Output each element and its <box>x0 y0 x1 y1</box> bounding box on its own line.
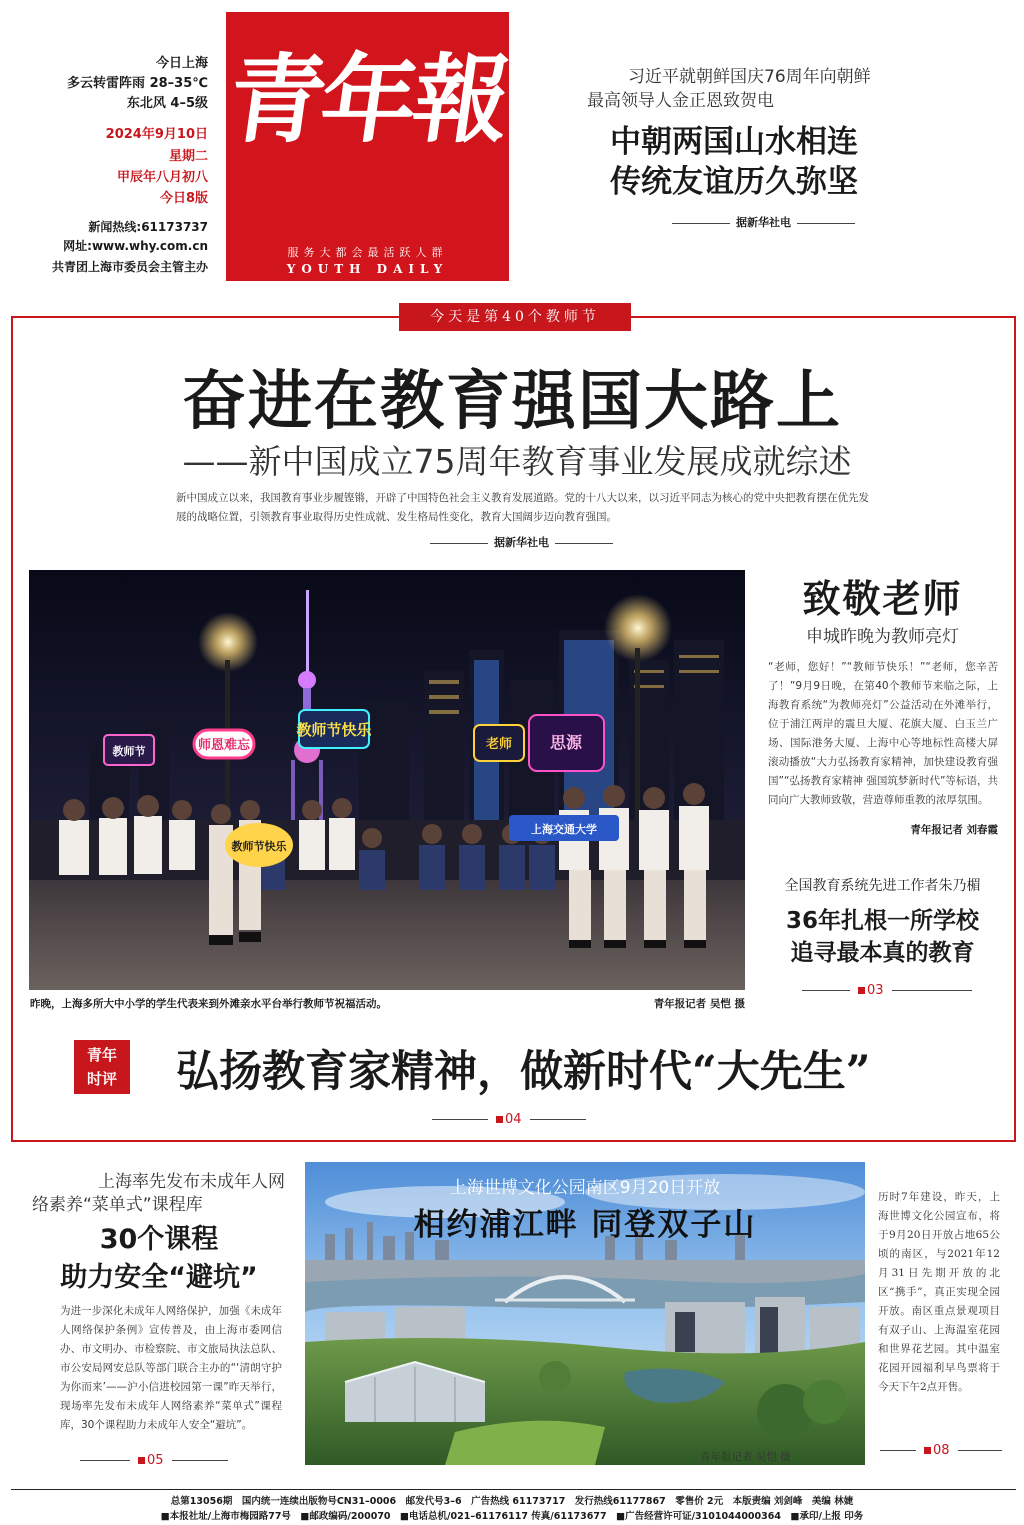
tribute-subheadline: 申城昨晚为教师亮灯 <box>806 627 959 647</box>
commentary-badge-line-1: 青年 <box>86 1046 117 1064</box>
sponsor-line: 共青团上海市委员会主管主办 <box>51 260 208 274</box>
tribute-credit: 青年报记者 刘春霞 <box>910 824 998 836</box>
zhu-headline-1[interactable]: 36年扎根一所学校 <box>785 908 979 934</box>
zhu-kicker: 全国教育系统先进工作者朱乃楣 <box>784 878 981 894</box>
footer-line-2: ■本报社址/上海市梅园路77号 ■邮政编码/200070 ■电话总机/021–61176117 传真/61173677 ■广告经营许可证/3101044000364 ■承印/上报 印务 <box>160 1511 864 1522</box>
news-hotline: 新闻热线:61173737 <box>88 220 208 234</box>
teachers-day-photo <box>29 570 745 990</box>
park-headline[interactable]: 相约浦江畔 同登双子山 <box>413 1207 757 1243</box>
issue-date: 2024年9月10日 <box>105 127 208 142</box>
park-kicker: 上海世博文化公园南区9月20日开放 <box>449 1178 721 1198</box>
courses-kicker-1: 上海率先发布未成年人网 <box>98 1172 285 1192</box>
page-count: 今日8版 <box>159 191 208 206</box>
footer-divider <box>11 1489 1016 1490</box>
logo-slogan: 服务大都会最活跃人群 <box>287 246 448 259</box>
commentary-badge <box>74 1040 130 1094</box>
lead-intro: 新中国成立以来，我国教育事业步履铿锵，开辟了中国特色社会主义教育发展道路。党的十八大以来，以习近平同志为核心的党中央把教育摆在优先发展的战略位置，引领教育事业取得历史性成就、发生格局性变化，教育大国阔步迈向教育强国。 <box>176 492 869 523</box>
photo-credit: 青年报记者 吴恺 摄 <box>653 998 745 1010</box>
lead-source: 据新华社电 <box>424 534 619 550</box>
page-marker-icon <box>138 1457 145 1464</box>
weather-desc: 多云转雷阵雨 28–35℃ <box>67 76 208 91</box>
sign-text: 思源 <box>549 733 583 752</box>
sign-text: 教师节快乐 <box>296 721 372 739</box>
park-photo-credit: 青年报记者 吴恺 摄 <box>700 1451 791 1463</box>
issue-weekday: 星期二 <box>168 149 208 164</box>
top-news-source: 据新华社电 <box>666 214 861 230</box>
website: 网址:www.why.com.cn <box>63 239 208 253</box>
weather-city: 今日上海 <box>155 56 208 71</box>
lunar-date: 甲辰年八月初八 <box>116 170 208 185</box>
photo-caption <box>30 996 745 1011</box>
commentary-page-ref[interactable]: 04 <box>432 1112 586 1127</box>
bund-night-scene <box>29 570 745 990</box>
park-page-ref[interactable]: 08 <box>880 1443 1002 1458</box>
lead-subheadline: ——新中国成立75周年教育事业发展成就综述 <box>182 442 852 481</box>
logo-characters: 青年報 <box>221 43 514 156</box>
sign-text: 上海交通大学 <box>531 823 597 836</box>
newspaper-logo <box>221 12 514 281</box>
photo-caption-text: 昨晚，上海多所大中小学的学生代表来到外滩亲水平台举行教师节祝福活动。 <box>30 998 387 1010</box>
tribute-body: “老师，您好！”“教师节快乐！”“老师，您辛苦了！”9月9日晚，在第40个教师节来临之际，上海教育系统“为教师亮灯”公益活动在外滩举行，位于浦江两岸的震旦大厦、花旗大厦、白玉兰广场、国际港务大厦、上海中心等地标性高楼大屏滚动播放“大力弘扬教育家精神，加快建设教育强国”“弘扬教育家精神 强国筑梦新时代”等标语，共同向广大教师致敬，营造尊师重教的浓厚氛围。 <box>768 661 998 806</box>
park-body: 历时7年建设，昨天，上海世博文化公园宣布，将于9月20日开放占地65公顷的南区，与2021年12月31日先期开放的北区“携手”，真正实现全园开放。南区重点景观项目有双子山、上海温室花园和世界花艺园。其中温室花园开园福利早鸟票将于今天下午2点开售。 <box>878 1191 1000 1393</box>
lead-headline[interactable]: 奋进在教育强国大路上 <box>182 365 842 439</box>
commentary-badge-line-2: 时评 <box>86 1070 117 1088</box>
courses-headline-2[interactable]: 助力安全“避坑” <box>60 1262 258 1293</box>
logo-english: YOUTH DAILY <box>286 262 449 276</box>
zhu-headline-2[interactable]: 追寻最本真的教育 <box>790 940 975 966</box>
footer-line-1: 总第13056期 国内统一连续出版物号CN31–0006 邮发代号3–6 广告热线 61173717 发行热线61177867 零售价 2元 本版责编 刘剑峰 美编 林婕 <box>170 1496 854 1507</box>
courses-headline-1[interactable]: 30个课程 <box>99 1224 219 1255</box>
sign-text: 教师节 <box>112 745 146 758</box>
courses-page-ref[interactable]: 05 <box>80 1453 228 1468</box>
wind-info: 东北风 4–5级 <box>126 96 208 111</box>
courses-kicker-2: 络素养“菜单式”课程库 <box>32 1195 203 1215</box>
tribute-headline[interactable]: 致敬老师 <box>802 576 963 621</box>
top-news-title-2[interactable]: 传统友谊历久弥坚 <box>610 164 858 200</box>
commentary-headline[interactable]: 弘扬教育家精神，做新时代“大先生” <box>176 1047 871 1097</box>
courses-body: 为进一步深化未成年人网络保护，加强《未成年人网络保护条例》宣传普及，由上海市委网信办、市文明办、市检察院、市文旅局执法总队、市公安局网安总队等部门联合主办的“‘清朗守护 为你而来’——沪小信进校园第一课”昨天举行，现场率先发布未成年人网络素养“菜单式”课程库，30个课程助力未成年人安全“避坑”。 <box>60 1305 282 1431</box>
sign-text: 教师节快乐 <box>231 840 287 853</box>
zhu-page-ref[interactable]: 03 <box>802 983 972 998</box>
page-marker-icon <box>858 987 865 994</box>
top-news-kicker-2: 最高领导人金正恩致贺电 <box>587 91 774 111</box>
top-news-title-1[interactable]: 中朝两国山水相连 <box>610 124 858 160</box>
sign-text: 师恩难忘 <box>197 738 251 753</box>
sign-text: 老师 <box>485 737 513 752</box>
page-marker-icon <box>924 1447 931 1454</box>
page-marker-icon <box>496 1116 503 1123</box>
teachers-day-tag: 今天是第40个教师节 <box>399 303 631 331</box>
top-news-kicker-1: 习近平就朝鲜国庆76周年向朝鲜 <box>628 67 871 87</box>
